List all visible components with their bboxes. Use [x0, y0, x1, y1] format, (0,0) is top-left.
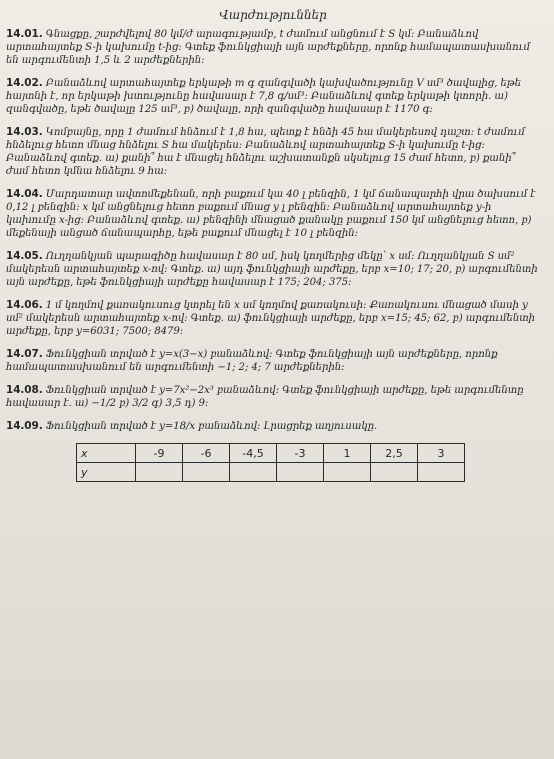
problem-text: 1 մ կողմով քառակուսուց կտրել են x սմ կողմով քառակուսի: Քառակուսու մնացած մասի y սմ² մակերեսն արտահայտեք x-ով: Գտեք. ա) ֆունկցիայի արժեքը, երբ x=15; 45; 62, բ) արգումենտի արժեքը, երբ y=6031; 7500; 8479:: [6, 300, 535, 337]
problem-14-03: [6, 126, 540, 178]
problem-number: 14.08.: [6, 384, 43, 396]
y-cell-empty: [183, 463, 230, 482]
y-cell-empty: [230, 463, 277, 482]
problem-number: 14.03.: [6, 126, 43, 138]
problem-text: Մարդատար ավտոմեքենան, որի բաքում կա 40 լ բենզին, 1 կմ ճանապարհի վրա ծախսում է 0,12 լ բենզին: x կմ անցնելուց հետո բաքում մնաց y լ բենզին: Բանաձևով արտահայտեք y-ի կախումը x-ից: Բանաձևով գտեք. ա) բենզինի մնացած քանակը բաքում 150 կմ անցնելուց հետո, բ) մեքենայի անցած ճանապարհը, եթե բաքում մնացել է 10 լ բենզին:: [6, 189, 536, 239]
table-row-y: [77, 463, 465, 482]
problem-14-01: [6, 28, 540, 67]
x-cell: -3: [277, 444, 324, 463]
y-cell-empty: [371, 463, 418, 482]
x-cell: -6: [183, 444, 230, 463]
problem-text: Ֆունկցիան տրված է y=18/x բանաձևով: Լրացրեք աղյուսակը.: [45, 421, 378, 432]
problem-number: 14.05.: [6, 250, 43, 262]
table-row-x: [77, 444, 465, 463]
problem-14-04: [6, 188, 540, 240]
problem-14-05: [6, 250, 540, 289]
y-cell-empty: [136, 463, 183, 482]
function-table-wrapper: [76, 443, 540, 482]
y-header-cell: y: [77, 463, 136, 482]
function-value-table: [76, 443, 465, 482]
problem-14-06: [6, 299, 540, 338]
x-cell: 1: [324, 444, 371, 463]
problem-text: Ֆունկցիան տրված է y=x(3−x) բանաձևով: Գտեք ֆունկցիայի այն արժեքները, որոնք համապատասխանում են արգումենտի −1; 2; 4; 7 արժեքներին:: [6, 349, 498, 373]
problem-number: 14.07.: [6, 348, 43, 360]
x-cell: 2,5: [371, 444, 418, 463]
y-cell-empty: [418, 463, 465, 482]
x-cell: -9: [136, 444, 183, 463]
problem-14-09: [6, 420, 540, 433]
x-cell: 3: [418, 444, 465, 463]
x-cell: -4,5: [230, 444, 277, 463]
problem-14-02: [6, 77, 540, 116]
problem-number: 14.06.: [6, 299, 43, 311]
problem-number: 14.04.: [6, 188, 43, 200]
problem-text: Ֆունկցիան տրված է y=7x²−2x³ բանաձևով: Գտեք ֆունկցիայի արժեքը, եթե արգումենտը հավասար է. ա) −1/2 բ) 3/2 գ) 3,5 դ) 9:: [6, 385, 524, 409]
problem-number: 14.01.: [6, 28, 43, 40]
problem-text: Ուղղանկյան պարագիծը հավասար է 80 սմ, իսկ կողմերից մեկը՝ x սմ: Ուղղանկյան S սմ² մակերեսն արտահայտեք x-ով: Գտեք. ա) այդ ֆունկցիայի արժեքը, երբ x=10; 17; 20, բ) արգումենտի այն արժեքը, եթե ֆունկցիայի արժեքը հավասար է 175; 204; 375:: [6, 251, 538, 288]
problem-text: Կոմբայնը, որը 1 ժամում հնձում է 1,8 հա, պետք է հնձի 45 հա մակերեսով դաշտ: t ժամում հնձելուց հետո մնաց հնձելու S հա մակերես: Բանաձևով արտահայտեք S-ի կախումը t-ից: Բանաձևով գտեք. ա) քանի՞ հա է մնացել հնձելու աշխատանքն սկսելուց 15 ժամ հետո, բ) քանի՞ ժամ հետո կմնա հնձելու 9 հա:: [6, 127, 525, 177]
x-header-cell: x: [77, 444, 136, 463]
y-cell-empty: [324, 463, 371, 482]
problem-number: 14.02.: [6, 77, 43, 89]
problem-text: Բանաձևով արտահայտեք երկաթի m գ զանգվածի կախվածությունը V սմ³ ծավալից, եթե հայտնի է, որ երկաթի խտությունը հավասար է 7,8 գ/սմ³: Բանաձևով գտեք երկաթի կտորի. ա) զանգվածը, եթե ծավալը 125 սմ³, բ) ծավալը, որի զանգվածը հավասար է 1170 գ:: [6, 78, 522, 115]
problem-14-08: [6, 384, 540, 410]
y-cell-empty: [277, 463, 324, 482]
problem-number: 14.09.: [6, 420, 43, 432]
problem-text: Գնացքը, շարժվելով 80 կմ/ժ արագությամբ, t ժամում անցնում է S կմ: Բանաձևով արտահայտեք S-ի կախումը t-ից: Գտեք ֆունկցիայի այն արժեքները, որոնք համապատասխանում են արգումենտի 1,5 և 2 արժեքներին:: [6, 29, 530, 66]
problem-14-07: [6, 348, 540, 374]
page-heading: Վարժություններ: [219, 8, 327, 22]
